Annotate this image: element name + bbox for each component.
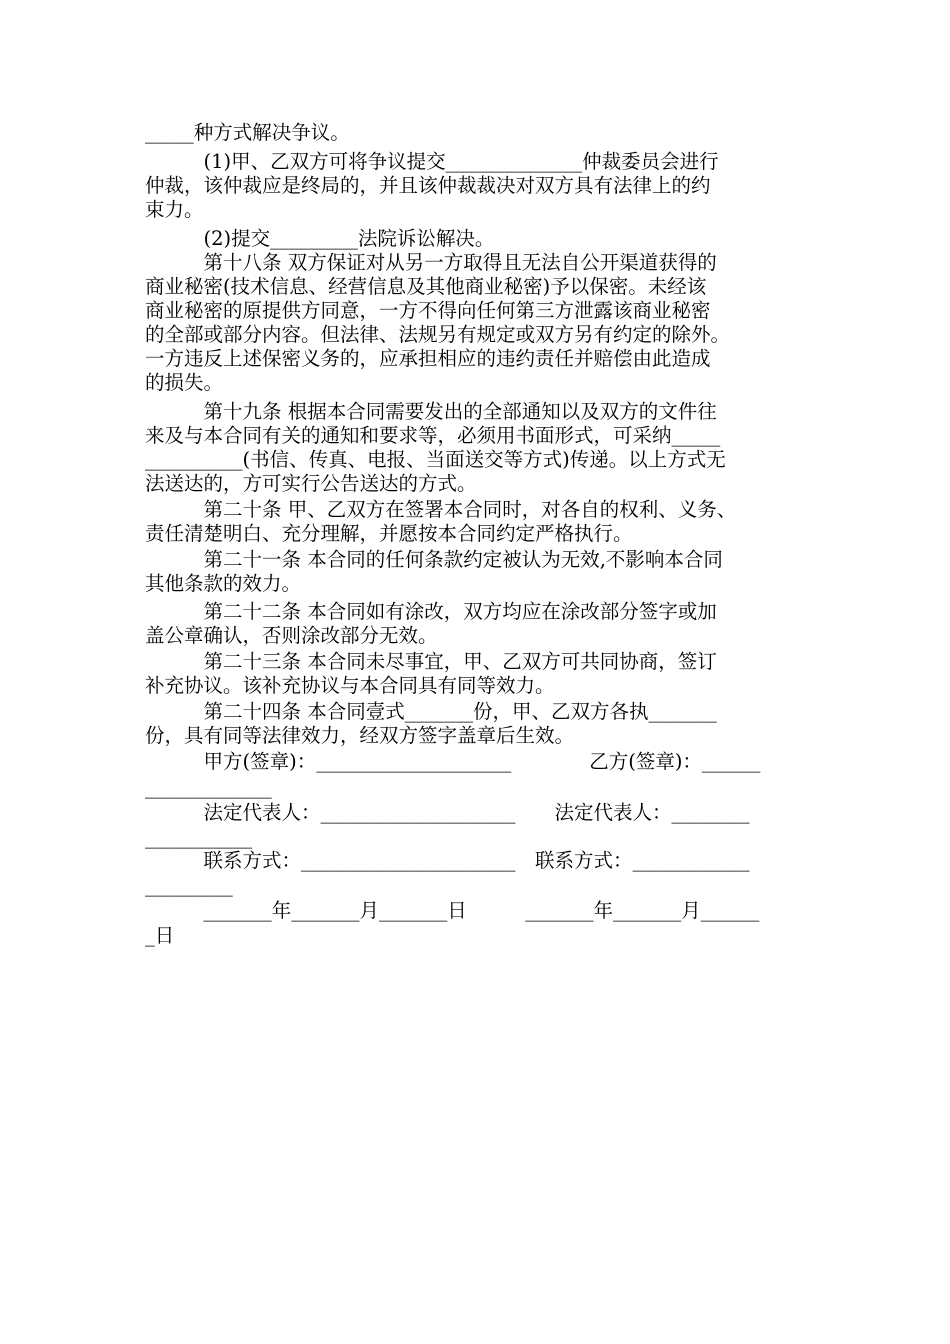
text-line: 第二十条 甲、乙双方在签署本合同时，对各自的权利、义务、 bbox=[145, 498, 737, 521]
text-line: 第二十三条 本合同未尽事宜，甲、乙双方可共同协商，签订 bbox=[145, 650, 717, 673]
text-line: (2)提交_________法院诉讼解决。 bbox=[145, 227, 495, 250]
text-line: 盖公章确认，否则涂改部分无效。 bbox=[145, 624, 438, 647]
signature-line: 法定代表人：____________________ 法定代表人：________ bbox=[145, 801, 750, 824]
text-line: 第二十四条 本合同壹式_______份，甲、乙双方各执_______ bbox=[145, 700, 717, 723]
date-line: _日 bbox=[145, 924, 175, 947]
text-line: 的损失。 bbox=[145, 371, 224, 394]
text-line: (1)甲、乙双方可将争议提交______________仲裁委员会进行 bbox=[145, 150, 719, 173]
text-line: 商业秘密的原提供方同意，一方不得向任何第三方泄露该商业秘密 bbox=[145, 299, 711, 322]
text-line: 法送达的，方可实行公告送达的方式。 bbox=[145, 472, 477, 495]
text-line: 商业秘密(技术信息、经营信息及其他商业秘密)予以保密。未经该 bbox=[145, 275, 707, 298]
text-line: __________(书信、传真、电报、当面送交等方式)传递。以上方式无 bbox=[145, 448, 726, 471]
text-line: 责任清楚明白、充分理解，并愿按本合同约定严格执行。 bbox=[145, 522, 633, 545]
date-line: _______年_______月_______日 _______年_______月______ bbox=[145, 899, 760, 922]
text-line: 来及与本合同有关的通知和要求等，必须用书面形式，可采纳_____ bbox=[145, 424, 721, 447]
signature-line: ___________ bbox=[145, 826, 253, 849]
text-line: 份，具有同等法律效力，经双方签字盖章后生效。 bbox=[145, 724, 575, 747]
text-line: _____种方式解决争议。 bbox=[145, 121, 350, 144]
text-line: 一方违反上述保密义务的，应承担相应的违约责任并赔偿由此造成 bbox=[145, 347, 711, 370]
text-line: 补充协议。该补充协议与本合同具有同等效力。 bbox=[145, 674, 555, 697]
signature-line: _____________ bbox=[145, 776, 272, 799]
text-line: 仲裁，该仲裁应是终局的，并且该仲裁裁决对双方具有法律上的约 bbox=[145, 174, 711, 197]
text-line: 第二十二条 本合同如有涂改，双方均应在涂改部分签字或加 bbox=[145, 600, 717, 623]
text-line: 第十八条 双方保证对从另一方取得且无法自公开渠道获得的 bbox=[145, 251, 717, 274]
signature-line: 甲方(签章)：____________________ 乙方(签章)：______ bbox=[145, 750, 761, 773]
signature-line: 联系方式：______________________ 联系方式：____________ bbox=[145, 849, 750, 872]
signature-line: _________ bbox=[145, 874, 233, 897]
text-line: 束力。 bbox=[145, 198, 204, 221]
text-line: 其他条款的效力。 bbox=[145, 572, 302, 595]
text-line: 的全部或部分内容。但法律、法规另有规定或双方另有约定的除外。 bbox=[145, 323, 731, 346]
text-line: 第二十一条 本合同的任何条款约定被认为无效,不影响本合同 bbox=[145, 548, 723, 571]
text-line: 第十九条 根据本合同需要发出的全部通知以及双方的文件往 bbox=[145, 400, 717, 423]
